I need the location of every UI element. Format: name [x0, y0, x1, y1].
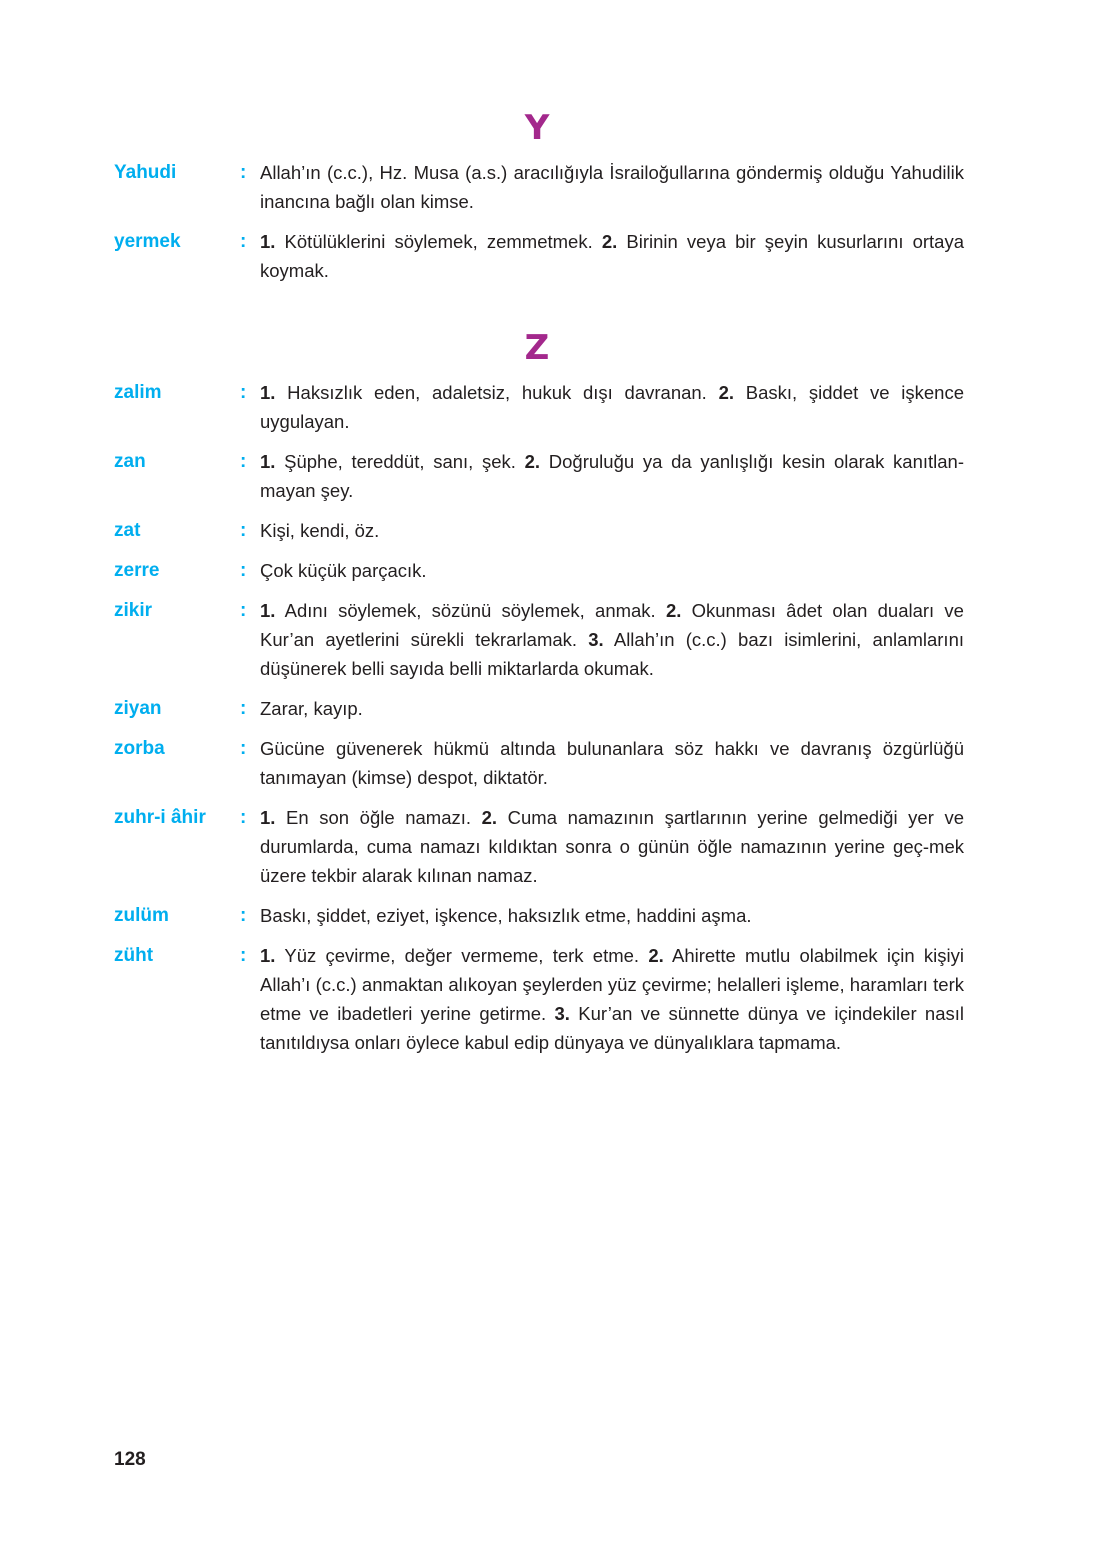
glossary-entry: [114, 734, 964, 792]
glossary-term: Yahudi: [114, 162, 177, 183]
term-separator: :: [240, 905, 247, 926]
definition-text: Doğruluğu ya da yanlışlığı kesin olarak kanıtlan-mayan şey.: [260, 451, 964, 501]
term-separator: :: [240, 520, 247, 541]
glossary-definition: [260, 158, 964, 216]
sense-number: 2.: [601, 231, 618, 252]
definition-text: En son öğle namazı.: [275, 807, 482, 828]
definition-text: Haksızlık eden, adaletsiz, hukuk dışı davranan.: [275, 382, 719, 403]
sense-number: 1.: [260, 807, 276, 828]
glossary-term: ziyan: [114, 698, 162, 719]
sense-number: 1.: [260, 945, 276, 966]
sense-number: 2.: [481, 807, 498, 828]
section-letter-z: Z: [524, 328, 550, 368]
glossary-definition: [260, 596, 964, 683]
glossary-definition: [260, 941, 964, 1057]
definition-text: Zarar, kayıp.: [260, 698, 363, 719]
sense-number: 2.: [665, 600, 682, 621]
definition-text: Cuma namazının şartlarının yerine gelmediği yer ve durumlarda, cuma namazı kıldıktan sonra o günün öğle namazının yerine geç-mek üzere tekbir alarak kılınan namaz.: [260, 807, 964, 886]
glossary-entry: [114, 694, 964, 723]
glossary-term: zulüm: [114, 905, 169, 926]
term-separator: :: [240, 162, 247, 183]
glossary-entry: [114, 901, 964, 930]
definition-text: Yüz çevirme, değer vermeme, terk etme.: [275, 945, 649, 966]
sense-number: 3.: [554, 1003, 570, 1024]
sense-number: 2.: [718, 382, 734, 403]
section-y-entries: [114, 158, 964, 296]
sense-number: 1.: [260, 451, 276, 472]
definition-text: Allah’ın (c.c.) bazı isimlerini, anlamlarını düşünerek belli sayıda belli miktarlarda okumak.: [260, 629, 964, 679]
glossary-term: zan: [114, 451, 146, 472]
glossary-term: zerre: [114, 560, 160, 581]
sense-number: 1.: [260, 231, 276, 252]
section-z-entries: [114, 378, 964, 1068]
glossary-definition: [260, 803, 964, 890]
glossary-term: zuhr-i âhir: [114, 807, 206, 828]
section-letter-y: Y: [524, 108, 550, 148]
term-separator: :: [240, 698, 247, 719]
definition-text: Baskı, şiddet ve işkence uygulayan.: [260, 382, 964, 432]
definition-text: Kişi, kendi, öz.: [260, 520, 380, 541]
definition-text: Adını söylemek, sözünü söylemek, anmak.: [275, 600, 666, 621]
definition-text: Allah’ın (c.c.), Hz. Musa (a.s.) aracılığıyla İsrailoğullarına göndermiş olduğu Yahudilik inancına bağlı olan kimse.: [260, 162, 964, 212]
sense-number: 2.: [648, 945, 664, 966]
definition-text: Baskı, şiddet, eziyet, işkence, haksızlık etme, haddini aşma.: [260, 905, 752, 926]
glossary-definition: [260, 516, 964, 545]
glossary-definition: [260, 378, 964, 436]
definition-text: Kötülüklerini söylemek, zemmetmek.: [275, 231, 602, 252]
definition-text: Gücüne güvenerek hükmü altında bulunanlara söz hakkı ve davranış özgürlüğü tanımayan (kimse) despot, diktatör.: [260, 738, 964, 788]
page-number: 128: [114, 1449, 146, 1470]
glossary-term: zalim: [114, 382, 162, 403]
glossary-entry: [114, 227, 964, 285]
glossary-entry: [114, 378, 964, 436]
term-separator: :: [240, 231, 247, 252]
sense-number: 1.: [260, 600, 276, 621]
glossary-entry: [114, 596, 964, 683]
glossary-definition: [260, 901, 964, 930]
glossary-term: zikir: [114, 600, 153, 621]
term-separator: :: [240, 600, 247, 621]
glossary-term: yermek: [114, 231, 181, 252]
glossary-entry: [114, 447, 964, 505]
term-separator: :: [240, 807, 247, 828]
term-separator: :: [240, 382, 247, 403]
term-separator: :: [240, 738, 247, 759]
glossary-entry: [114, 941, 964, 1057]
term-separator: :: [240, 451, 247, 472]
sense-number: 2.: [524, 451, 541, 472]
sense-number: 1.: [260, 382, 276, 403]
glossary-definition: [260, 556, 964, 585]
definition-text: Ahirette mutlu olabilmek için kişiyi Allah’ı (c.c.) anmaktan alıkoyan şeylerden yüz çevirme; helalleri işleme, haramları terk etme ve ibadetleri yerine getirme.: [260, 945, 964, 1024]
definition-text: Kur’an ve sünnette dünya ve içindekiler nasıl tanıtıldıysa onları öylece kabul edip dünyaya ve dünyalıklara tapmama.: [260, 1003, 965, 1053]
term-separator: :: [240, 945, 247, 966]
glossary-entry: [114, 556, 964, 585]
glossary-definition: [260, 447, 964, 505]
definition-text: Birinin veya bir şeyin kusurlarını ortaya koymak.: [260, 231, 964, 281]
glossary-entry: [114, 158, 964, 216]
glossary-entry: [114, 516, 964, 545]
definition-text: Şüphe, tereddüt, sanı, şek.: [275, 451, 525, 472]
glossary-definition: [260, 734, 964, 792]
sense-number: 3.: [588, 629, 604, 650]
glossary-term: zorba: [114, 738, 165, 759]
glossary-entry: [114, 803, 964, 890]
glossary-term: züht: [114, 945, 154, 966]
definition-text: Çok küçük parçacık.: [260, 560, 427, 581]
glossary-term: zat: [114, 520, 141, 541]
definition-text: Okunması âdet olan duaları ve Kur’an ayetlerini sürekli tekrarlamak.: [260, 600, 964, 650]
term-separator: :: [240, 560, 247, 581]
glossary-definition: [260, 227, 964, 285]
glossary-definition: [260, 694, 964, 723]
